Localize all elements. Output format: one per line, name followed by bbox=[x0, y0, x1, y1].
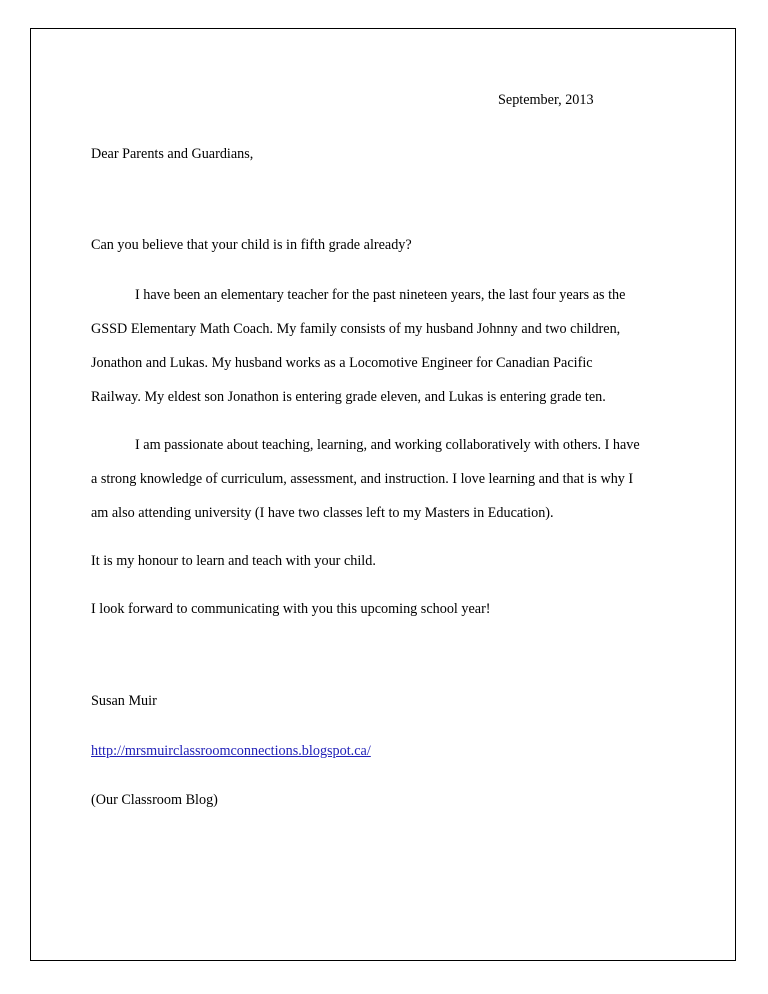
paragraph1-line: Railway. My eldest son Jonathon is entering grade eleven, and Lukas is entering grade ten. bbox=[91, 389, 606, 405]
letter-date: September, 2013 bbox=[498, 92, 594, 108]
salutation: Dear Parents and Guardians, bbox=[91, 146, 254, 162]
closing-line: I look forward to communicating with you this upcoming school year! bbox=[91, 601, 491, 617]
blog-link[interactable]: http://mrsmuirclassroomconnections.blogspot.ca/ bbox=[91, 743, 371, 759]
paragraph2-line: I am passionate about teaching, learning, and working collaboratively with others. I have bbox=[135, 437, 640, 453]
blog-label: (Our Classroom Blog) bbox=[91, 792, 218, 808]
paragraph1-line: Jonathon and Lukas. My husband works as a Locomotive Engineer for Canadian Pacific bbox=[91, 355, 593, 371]
honour-line: It is my honour to learn and teach with your child. bbox=[91, 553, 376, 569]
paragraph2-line: a strong knowledge of curriculum, assessment, and instruction. I love learning and that is why I bbox=[91, 471, 634, 487]
paragraph2-line: am also attending university (I have two classes left to my Masters in Education). bbox=[91, 505, 554, 521]
letter-page bbox=[30, 28, 736, 961]
paragraph1-line: GSSD Elementary Math Coach. My family consists of my husband Johnny and two children, bbox=[91, 321, 621, 337]
paragraph1-line: I have been an elementary teacher for the past nineteen years, the last four years as the bbox=[135, 287, 626, 303]
intro-line: Can you believe that your child is in fifth grade already? bbox=[91, 237, 412, 253]
signature-name: Susan Muir bbox=[91, 693, 157, 709]
